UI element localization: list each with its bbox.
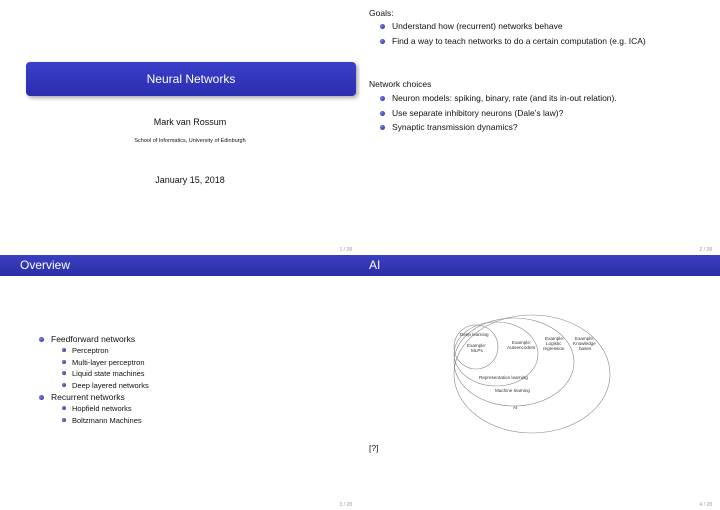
example-autoencoders-label-2: Autoencoders — [507, 345, 536, 350]
machine-learning-label: Machine learning — [495, 388, 530, 393]
slide-3 — [0, 255, 360, 510]
list-item: Use separate inhibitory neurons (Dale’s law)? — [369, 108, 689, 120]
bullet-icon — [39, 395, 44, 400]
list-item: Find a way to teach networks to do a certain computation (e.g. ICA) — [369, 36, 689, 48]
bullet-icon — [380, 39, 385, 44]
choices-list — [369, 93, 689, 137]
slide-1 — [0, 0, 360, 255]
goals-label: Goals: — [369, 8, 394, 18]
bullet-icon — [62, 360, 66, 364]
list-subitem: Perceptron — [0, 345, 340, 357]
slide-header — [360, 255, 720, 276]
bullet-icon — [62, 371, 66, 375]
example-mlps-label-1: Example: — [467, 343, 487, 348]
ai-label: AI — [513, 405, 518, 410]
list-subitem: Multi-layer perceptron — [0, 357, 340, 369]
example-autoencoders-label-1: Example: — [512, 340, 532, 345]
overview-list — [0, 333, 340, 426]
page-number: 3 / 28 — [339, 502, 352, 508]
citation: [?] — [369, 443, 379, 453]
affiliation: School of Informatics, University of Edinburgh — [134, 138, 246, 144]
slide-heading: AI — [369, 258, 381, 272]
page-number: 4 / 28 — [699, 502, 712, 508]
list-item: Feedforward networks — [0, 334, 340, 345]
example-knowledge-label-1: Example: — [575, 336, 595, 341]
slide-header — [0, 255, 360, 276]
deep-learning-label: Deep learning — [460, 332, 489, 337]
slide-heading: Overview — [20, 258, 71, 272]
example-logistic-label-1: Example: — [545, 336, 565, 341]
slide-2 — [360, 0, 720, 255]
page-number: 2 / 28 — [699, 247, 712, 253]
list-item: Synaptic transmission dynamics? — [369, 122, 689, 134]
example-knowledge-label-2: Knowledge — [573, 341, 596, 346]
bullet-icon — [39, 337, 44, 342]
list-item: Neuron models: spiking, binary, rate (and its in-out relation). — [369, 93, 689, 105]
bullet-icon — [380, 111, 385, 116]
slide-title: Neural Networks — [146, 72, 236, 86]
bullet-icon — [62, 383, 66, 387]
example-logistic-label-2: Logistic — [546, 341, 562, 346]
network-choices-label: Network choices — [369, 79, 432, 89]
bullet-icon — [62, 406, 66, 410]
author: Mark van Rossum — [153, 117, 227, 127]
goals-list — [369, 21, 689, 50]
list-item: Recurrent networks — [0, 392, 340, 403]
list-subitem: Deep layered networks — [0, 380, 340, 392]
list-subitem: Hopfield networks — [0, 403, 340, 415]
ai-venn-diagram — [452, 313, 612, 435]
example-logistic-label-3: regression — [543, 346, 565, 351]
list-subitem: Liquid state machines — [0, 368, 340, 380]
example-knowledge-label-3: bases — [579, 346, 592, 351]
example-mlps-label-2: MLPs — [471, 348, 483, 353]
list-item: Understand how (recurrent) networks behave — [369, 21, 689, 33]
list-subitem: Boltzmann Machines — [0, 415, 340, 427]
bullet-icon — [380, 96, 385, 101]
bullet-icon — [380, 24, 385, 29]
bullet-icon — [62, 348, 66, 352]
slide-4 — [360, 255, 720, 510]
representation-learning-label: Representation learning — [479, 375, 528, 380]
bullet-icon — [380, 125, 385, 130]
slide-title-box — [26, 62, 356, 96]
bullet-icon — [62, 418, 66, 422]
date: January 15, 2018 — [155, 175, 225, 185]
page-number: 1 / 28 — [339, 247, 352, 253]
